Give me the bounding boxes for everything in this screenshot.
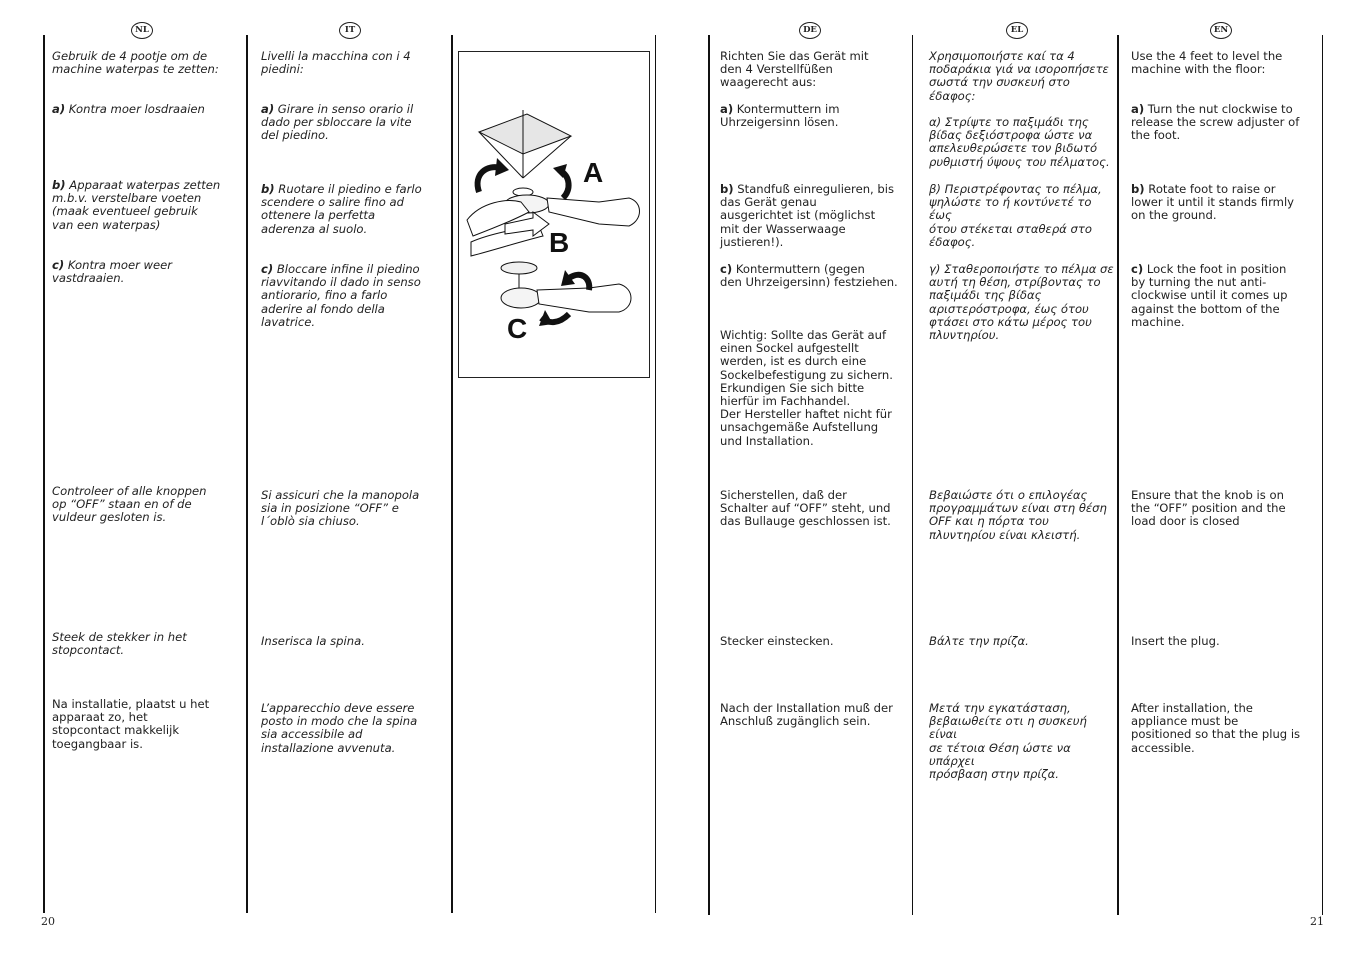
nl-knob: Controleer of alle knoppen op “OFF” staan en of de vuldeur gesloten is. xyxy=(52,484,207,525)
step-label: c) xyxy=(261,262,274,276)
step-text: Kontermuttern (gegen den Uhrzeigersinn) festziehen. xyxy=(720,262,898,290)
step-text: Bloccare infine il piedino riavvitando il dado in senso antiorario, fino a farlo aderire al fondo della lavatrice. xyxy=(261,262,421,329)
figure-label-b: B xyxy=(549,227,570,258)
page-number-right: 21 xyxy=(1310,915,1324,928)
column-divider xyxy=(655,35,656,913)
de-knob: Sicherstellen, daß der Schalter auf “OFF” steht, und das Bullauge geschlossen ist. xyxy=(720,488,891,529)
step-label: b) xyxy=(261,182,275,196)
step-label: c) xyxy=(52,258,65,272)
foot-adjustment-illustration xyxy=(458,51,650,378)
foot-top-c xyxy=(501,262,537,274)
en-step-a xyxy=(1131,103,1299,143)
step-text: Turn the nut clockwise to release the screw adjuster of the foot. xyxy=(1131,102,1300,143)
column-divider xyxy=(1117,35,1119,915)
el-step-c: γ) Σταθεροποιήστε το πέλμα σε αυτή τη θέση, στρίβοντας το παξιμάδι της βίδας αριστερόστροφα, έως ότου φτάσει στο κάτω μέρος του πλυντηρίου. xyxy=(929,262,1114,343)
en-step-b xyxy=(1131,183,1294,223)
el-intro: Χρησιμοποιήστε καί τα 4 ποδαράκια γιά να ισοροπήσετε σωστά την συσκευή στο έδαφος: xyxy=(929,49,1109,103)
figure-label-c: C xyxy=(507,313,528,344)
column-divider xyxy=(43,35,45,913)
it-after: L’apparecchio deve essere posto in modo che la spina sia accessibile ad installazione avvenuta. xyxy=(261,701,418,755)
en-step-c xyxy=(1131,263,1288,329)
nl-step-c xyxy=(52,259,172,285)
en-knob: Ensure that the knob is on the “OFF” position and the load door is closed xyxy=(1131,488,1286,529)
step-text: Ruotare il piedino e farlo scendere o salire fino ad ottenere la perfetta aderenza al suolo. xyxy=(261,182,422,236)
el-plug: Βάλτε την πρίζα. xyxy=(929,634,1029,648)
de-intro: Richten Sie das Gerät mit den 4 Verstellfüßen waagerecht aus: xyxy=(720,49,869,90)
language-badge-nl: NL xyxy=(131,22,153,39)
nl-intro: Gebruik de 4 pootje om de machine waterpas te zetten: xyxy=(52,49,219,77)
de-after: Nach der Installation muß der Anschluß zugänglich sein. xyxy=(720,701,893,729)
step-text: Standfuß einregulieren, bis das Gerät genau ausgerichtet ist (möglichst mit der Wasserwaage justieren!). xyxy=(720,182,895,249)
nl-step-a xyxy=(52,103,205,116)
language-badge-el: EL xyxy=(1006,22,1028,39)
column-divider xyxy=(708,35,710,915)
el-step-a: α) Στρίψτε το παξιμάδι της βίδας δεξιόστροφα ώστε να απελευθερώσετε τον βιδωτό ρυθμιστή ύψους του πέλματος. xyxy=(929,115,1110,169)
step-label: a) xyxy=(720,102,734,116)
language-badge-en: EN xyxy=(1210,22,1232,39)
column-divider xyxy=(451,35,453,913)
de-plug: Stecker einstecken. xyxy=(720,634,834,648)
it-step-b xyxy=(261,183,422,236)
step-label: b) xyxy=(52,178,66,192)
column-divider xyxy=(1322,35,1323,915)
el-after: Μετά την εγκατάσταση, βεβαιωθείτε οτι η συσκευή είναι σε τέτοια Θέση ώστε να υπάρχει πρόσβαση στην πρίζα. xyxy=(929,701,1087,782)
hand-wrench-c xyxy=(537,284,631,312)
step-label: c) xyxy=(720,262,733,276)
hand-right-wrench xyxy=(547,198,640,226)
nl-step-b xyxy=(52,179,220,232)
nl-plug: Steek de stekker in het stopcontact. xyxy=(52,630,187,658)
page-number-left: 20 xyxy=(41,915,55,928)
de-step-a xyxy=(720,103,840,129)
it-step-c xyxy=(261,263,421,329)
step-text: Kontra moer weer vastdraaien. xyxy=(52,258,173,286)
en-intro: Use the 4 feet to level the machine with the floor: xyxy=(1131,49,1283,77)
en-after: After installation, the appliance must be positioned so that the plug is accessible. xyxy=(1131,701,1301,755)
step-text: Lock the foot in position by turning the nut anti- clockwise until it comes up against the bottom of the machine. xyxy=(1131,262,1288,329)
de-step-c xyxy=(720,263,898,289)
step-text: Apparaat waterpas zetten m.b.v. verstelbare voeten (maak eventueel gebruik van een waterpas) xyxy=(52,178,221,232)
el-knob: Βεβαιώστε ότι ο επιλογέας προγραμμάτων είναι στη θέση OFF και η πόρτα του πλυντηρίου είναι κλειστή. xyxy=(929,488,1107,542)
step-text: Girare in senso orario il dado per sbloccare la vite del piedino. xyxy=(261,102,414,143)
language-badge-it: IT xyxy=(339,22,361,39)
de-step-b xyxy=(720,183,894,249)
step-text: Rotate foot to raise or lower it until it stands firmly on the ground. xyxy=(1131,182,1295,223)
it-step-a xyxy=(261,103,413,143)
en-plug: Insert the plug. xyxy=(1131,634,1220,648)
de-note: Wichtig: Sollte das Gerät auf einen Sockel aufgestellt werden, ist es durch eine Sockelbefestigung zu sichern. Erkundigen Sie sich bitte hierfür im Fachhandel. Der Hersteller haftet nicht für unsachgemäße Aufstellung und Installation. xyxy=(720,328,893,448)
step-label: c) xyxy=(1131,262,1144,276)
step-label: a) xyxy=(52,102,66,116)
nl-after: Na installatie, plaatst u het apparaat zo, het stopcontact makkelijk toegangbaar is. xyxy=(52,697,210,751)
step-text: Kontra moer losdraaien xyxy=(65,102,205,116)
column-divider xyxy=(912,35,913,915)
el-step-b: β) Περιστρέφοντας το πέλμα, ψηλώστε το ή κοντύνετέ το έως ότου στέκεται σταθερά στο έδαφος. xyxy=(929,182,1102,249)
step-text: Kontermuttern im Uhrzeigersinn lösen. xyxy=(720,102,840,130)
step-label: a) xyxy=(1131,102,1145,116)
step-label: b) xyxy=(1131,182,1145,196)
step-label: b) xyxy=(720,182,734,196)
illustration-drawing xyxy=(459,52,649,377)
it-plug: Inserisca la spina. xyxy=(261,634,365,648)
it-intro: Livelli la macchina con i 4 piedini: xyxy=(261,49,411,77)
it-knob: Si assicuri che la manopola sia in posizione “OFF” e l´oblò sia chiuso. xyxy=(261,488,420,529)
language-badge-de: DE xyxy=(799,22,821,39)
figure-label-a: A xyxy=(583,157,604,188)
column-divider xyxy=(246,35,248,913)
step-label: a) xyxy=(261,102,275,116)
foot-c xyxy=(501,288,541,308)
